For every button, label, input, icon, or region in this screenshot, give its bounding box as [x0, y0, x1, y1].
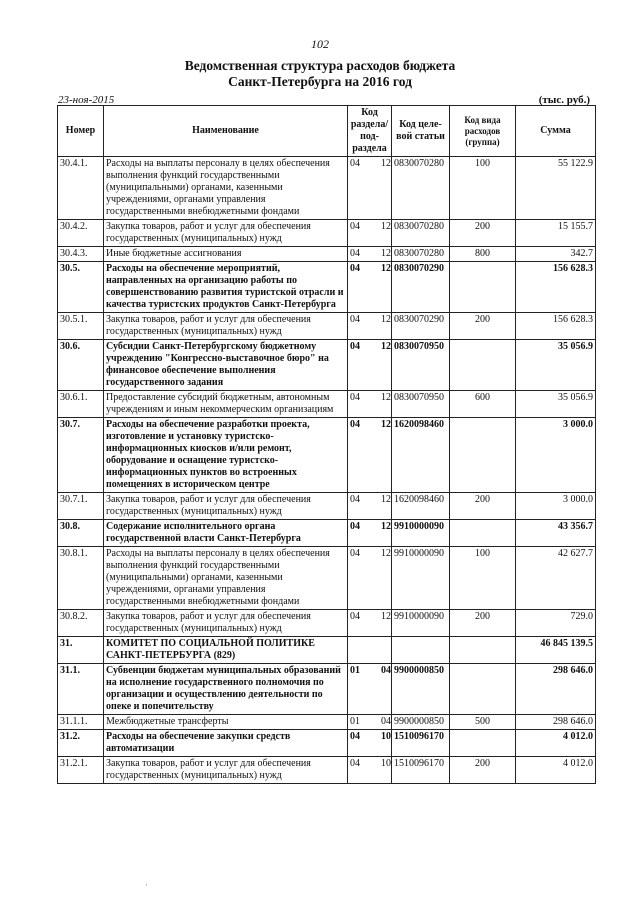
row-number: 30.6. [58, 340, 104, 391]
row-name: Расходы на выплаты персоналу в целях обеспечения выполнения функций государственными (муниципальными) органами, казенными учреждениями, органами управления государственными внебюджетными фондами [104, 547, 348, 610]
row-expense-type-code [450, 262, 516, 313]
page-number: 102 [311, 37, 329, 51]
row-article-code: 9910000090 [392, 520, 450, 547]
row-expense-type-code: 200 [450, 610, 516, 637]
section-code: 04 [350, 611, 360, 622]
row-number: 30.4.2. [58, 220, 104, 247]
row-article-code: 0830070290 [392, 313, 450, 340]
table-row [58, 757, 596, 784]
section-code: 04 [350, 248, 360, 259]
row-sum: 35 056.9 [516, 391, 596, 418]
section-code: 04 [350, 521, 360, 532]
row-name: Расходы на обеспечение разработки проекта, изготовление и установку туристско-информационных киосков и/или ремонт, оборудование и оснащение туристско-информационных пунктов во встроенных помещениях в историческом центре [104, 418, 348, 493]
subsection-code: 12 [381, 392, 391, 403]
row-section-code [348, 220, 392, 247]
row-section-code [348, 391, 392, 418]
table-row [58, 157, 596, 220]
row-name: Закупка товаров, работ и услуг для обеспечения государственных (муниципальных) нужд [104, 313, 348, 340]
row-section-code [348, 157, 392, 220]
section-code: 04 [350, 548, 360, 559]
row-article-code: 1510096170 [392, 757, 450, 784]
row-name: Расходы на обеспечение мероприятий, направленных на организацию работы по совершенствованию развития туристской отрасли и качества туристских продуктов Санкт-Петербурга [104, 262, 348, 313]
row-expense-type-code: 200 [450, 757, 516, 784]
row-name: Субсидии Санкт-Петербургскому бюджетному учреждению "Конгрессно-выставочное бюро" на финансовое обеспечение выполнения государственного задания [104, 340, 348, 391]
subsection-code: 10 [381, 731, 391, 742]
row-name: Закупка товаров, работ и услуг для обеспечения государственных (муниципальных) нужд [104, 610, 348, 637]
row-sum: 42 627.7 [516, 547, 596, 610]
header-number: Номер [58, 106, 104, 157]
subsection-code: 12 [381, 548, 391, 559]
table-row [58, 730, 596, 757]
row-expense-type-code: 200 [450, 313, 516, 340]
table-row [58, 340, 596, 391]
header-sum: Сумма [516, 106, 596, 157]
row-sum: 15 155.7 [516, 220, 596, 247]
row-article-code: 1620098460 [392, 418, 450, 493]
row-article-code: 9910000090 [392, 547, 450, 610]
table-row [58, 547, 596, 610]
row-name: Содержание исполнительного органа государственной власти Санкт-Петербурга [104, 520, 348, 547]
row-article-code: 9910000090 [392, 610, 450, 637]
section-code: 04 [350, 341, 360, 352]
header-article-code: Код целе- вой статьи [392, 106, 450, 157]
row-expense-type-code: 100 [450, 547, 516, 610]
row-sum: 156 628.3 [516, 262, 596, 313]
table-row [58, 313, 596, 340]
header-section-code: Код раздела/ под- раздела [348, 106, 392, 157]
row-section-code [348, 610, 392, 637]
subsection-code: 12 [381, 494, 391, 505]
subsection-code: 12 [381, 263, 391, 274]
row-number: 30.8.1. [58, 547, 104, 610]
row-name: Закупка товаров, работ и услуг для обеспечения государственных (муниципальных) нужд [104, 757, 348, 784]
row-expense-type-code: 200 [450, 220, 516, 247]
row-expense-type-code [450, 520, 516, 547]
row-section-code [348, 664, 392, 715]
table-row [58, 247, 596, 262]
row-sum: 298 646.0 [516, 715, 596, 730]
section-code: 01 [350, 665, 360, 676]
row-article-code: 0830070280 [392, 220, 450, 247]
row-article-code: 9900000850 [392, 715, 450, 730]
section-code: 04 [350, 494, 360, 505]
row-number: 30.4.1. [58, 157, 104, 220]
section-code: 04 [350, 758, 360, 769]
section-code: 01 [350, 716, 360, 727]
row-sum: 3 000.0 [516, 493, 596, 520]
row-name: Закупка товаров, работ и услуг для обеспечения государственных (муниципальных) нужд [104, 220, 348, 247]
row-expense-type-code: 500 [450, 715, 516, 730]
row-name: Расходы на обеспечение закупки средств автоматизации [104, 730, 348, 757]
row-expense-type-code [450, 730, 516, 757]
subsection-code: 12 [381, 158, 391, 169]
section-code: 04 [350, 419, 360, 430]
row-expense-type-code [450, 418, 516, 493]
row-expense-type-code: 600 [450, 391, 516, 418]
section-code: 04 [350, 158, 360, 169]
row-name: Расходы на выплаты персоналу в целях обеспечения выполнения функций государственными (муниципальными) органами, казенными учреждениями, органами управления государственными внебюджетными фондами [104, 157, 348, 220]
table-header-row [58, 106, 596, 157]
section-code: 04 [350, 221, 360, 232]
row-number: 30.5. [58, 262, 104, 313]
row-article-code [392, 637, 450, 664]
row-section-code [348, 247, 392, 262]
row-section-code [348, 715, 392, 730]
row-number: 30.8.2. [58, 610, 104, 637]
table-row [58, 220, 596, 247]
subsection-code: 12 [381, 521, 391, 532]
title-line-1: Ведомственная структура расходов бюджета [184, 58, 456, 73]
subsection-code: 12 [381, 419, 391, 430]
row-article-code: 9900000850 [392, 664, 450, 715]
table-row [58, 391, 596, 418]
subsection-code: 04 [381, 665, 391, 676]
row-expense-type-code: 200 [450, 493, 516, 520]
header-expense-type-code: Код вида расходов (группа) [450, 106, 516, 157]
row-number: 30.7.1. [58, 493, 104, 520]
row-expense-type-code [450, 340, 516, 391]
row-sum: 55 122.9 [516, 157, 596, 220]
row-number: 31.1.1. [58, 715, 104, 730]
scan-mark: · [145, 880, 148, 890]
row-number: 31. [58, 637, 104, 664]
row-sum: 156 628.3 [516, 313, 596, 340]
row-article-code: 0830070950 [392, 340, 450, 391]
subsection-code: 04 [381, 716, 391, 727]
row-expense-type-code [450, 664, 516, 715]
row-number: 30.5.1. [58, 313, 104, 340]
row-expense-type-code: 800 [450, 247, 516, 262]
table-row [58, 418, 596, 493]
row-number: 30.6.1. [58, 391, 104, 418]
row-sum: 43 356.7 [516, 520, 596, 547]
row-sum: 4 012.0 [516, 730, 596, 757]
row-expense-type-code [450, 637, 516, 664]
row-name: Иные бюджетные ассигнования [104, 247, 348, 262]
section-code: 04 [350, 731, 360, 742]
row-number: 30.8. [58, 520, 104, 547]
row-section-code [348, 340, 392, 391]
table-row [58, 664, 596, 715]
row-sum: 35 056.9 [516, 340, 596, 391]
row-number: 31.2. [58, 730, 104, 757]
table-row [58, 715, 596, 730]
row-sum: 3 000.0 [516, 418, 596, 493]
table-row [58, 520, 596, 547]
row-number: 31.1. [58, 664, 104, 715]
row-section-code [348, 547, 392, 610]
row-sum: 729.0 [516, 610, 596, 637]
subsection-code: 12 [381, 611, 391, 622]
section-code: 04 [350, 314, 360, 325]
row-section-code [348, 730, 392, 757]
units-label: (тыс. руб.) [538, 94, 590, 106]
document-date: 23-ноя-2015 [58, 94, 115, 106]
row-expense-type-code: 100 [450, 157, 516, 220]
document-title [0, 58, 640, 90]
row-sum: 298 646.0 [516, 664, 596, 715]
subsection-code: 12 [381, 341, 391, 352]
row-section-code [348, 637, 392, 664]
table-row [58, 637, 596, 664]
row-article-code: 0830070290 [392, 262, 450, 313]
row-name: КОМИТЕТ ПО СОЦИАЛЬНОЙ ПОЛИТИКЕ САНКТ-ПЕТЕРБУРГА (829) [104, 637, 348, 664]
subsection-code: 12 [381, 248, 391, 259]
row-name: Субвенции бюджетам муниципальных образований на исполнение государственного полномочия по организации и осуществлению деятельности по опеке и попечительству [104, 664, 348, 715]
table-row [58, 262, 596, 313]
table-row [58, 610, 596, 637]
row-section-code [348, 418, 392, 493]
row-article-code: 0830070280 [392, 157, 450, 220]
section-code: 04 [350, 263, 360, 274]
row-number: 30.7. [58, 418, 104, 493]
row-sum: 4 012.0 [516, 757, 596, 784]
row-article-code: 1620098460 [392, 493, 450, 520]
subsection-code: 10 [381, 758, 391, 769]
row-section-code [348, 757, 392, 784]
table-row [58, 493, 596, 520]
row-section-code [348, 262, 392, 313]
row-name: Межбюджетные трансферты [104, 715, 348, 730]
row-name: Закупка товаров, работ и услуг для обеспечения государственных (муниципальных) нужд [104, 493, 348, 520]
row-number: 30.4.3. [58, 247, 104, 262]
row-article-code: 0830070280 [392, 247, 450, 262]
budget-table [57, 105, 596, 784]
row-number: 31.2.1. [58, 757, 104, 784]
row-article-code: 0830070950 [392, 391, 450, 418]
row-sum: 342.7 [516, 247, 596, 262]
row-section-code [348, 313, 392, 340]
title-line-2: Санкт-Петербурга на 2016 год [228, 74, 412, 89]
subsection-code: 12 [381, 221, 391, 232]
subsection-code: 12 [381, 314, 391, 325]
row-article-code: 1510096170 [392, 730, 450, 757]
row-section-code [348, 520, 392, 547]
row-sum: 46 845 139.5 [516, 637, 596, 664]
section-code: 04 [350, 392, 360, 403]
header-name: Наименование [104, 106, 348, 157]
row-name: Предоставление субсидий бюджетным, автономным учреждениям и иным некоммерческим организациям [104, 391, 348, 418]
row-section-code [348, 493, 392, 520]
